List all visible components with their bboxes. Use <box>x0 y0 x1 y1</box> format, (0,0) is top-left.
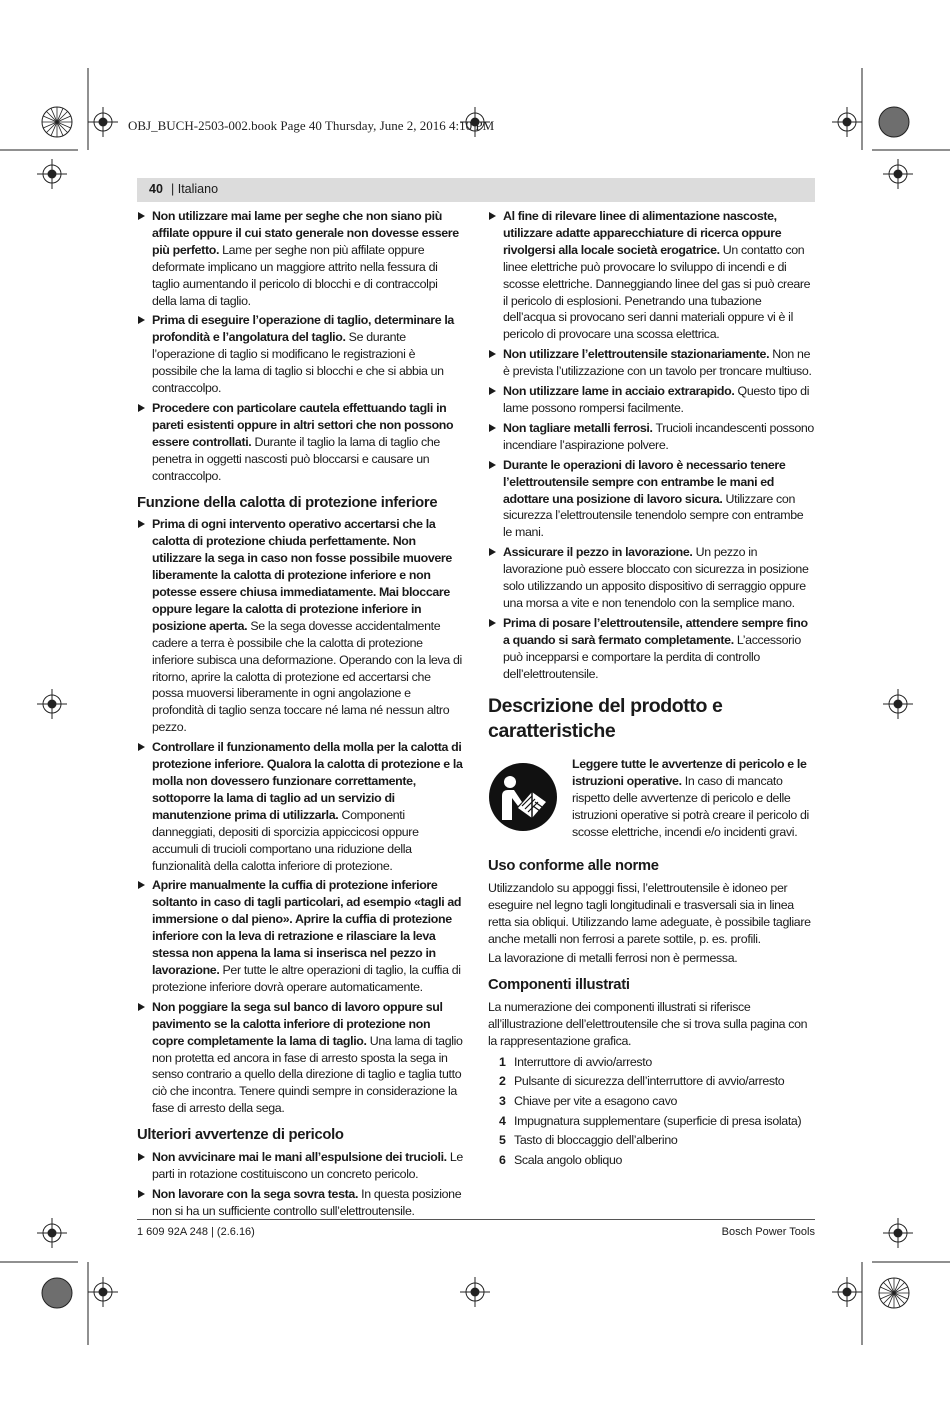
page-number: 40 <box>149 182 163 196</box>
crosshair-mark-right-lower <box>883 1218 913 1248</box>
page-header <box>137 178 815 202</box>
section-heading-lower-guard: Funzione della calotta di protezione inferiore <box>137 494 438 511</box>
section-heading-intended-use: Uso conforme alle norme <box>488 858 659 875</box>
right-column <box>488 208 815 1172</box>
warning-item: Non utilizzare mai lame per seghe che non siano più affilate oppure il cui stato generale non dovesse essere più perfetto. Lame per seghe non più affilate oppure deformate implicano un maggiore attrito nella fessura di taglio aumentando il pericolo di blocchi e di contraccolpi della lama di taglio. <box>137 208 463 309</box>
book-slug-line: OBJ_BUCH-2503-002.book Page 40 Thursday, June 2, 2016 4:10 PM <box>128 118 495 133</box>
section-heading-further-warnings: Ulteriori avvertenze di pericolo <box>137 1127 344 1144</box>
warning-item: Controllare il funzionamento della molla per la calotta di protezione inferiore. Qualora la calotta di protezione e la molla non dovessero funzionare correttamente, sottoporre la lama di taglio ad un servizio di manutenzione prima di utilizzarla. Componenti danneggiati, depositi di sporcizia appiccicosi oppure accumuli di trucioli comportano una riduzione della funzionalità della calotta inferiore di protezione. <box>137 739 463 874</box>
warning-item: Non utilizzare lame in acciaio extrarapido. Questo tipo di lame possono rompersi facilmente. <box>488 383 815 417</box>
crosshair-mark-right-middle <box>883 689 913 719</box>
warning-item: Non utilizzare l’elettroutensile stazionariamente. Non ne è prevista l’utilizzazione con un tavolo per troncare multiuso. <box>488 346 815 380</box>
crosshair-mark-top-left <box>88 107 118 137</box>
crosshair-mark-bottom-right <box>832 1277 862 1307</box>
warning-item: Assicurare il pezzo in lavorazione. Un pezzo in lavorazione può essere bloccato con sicurezza in posizione solo utilizzando un apposito dispositivo di serraggio oppure una morsa a vite e non tenendolo con la semplice mano. <box>488 544 815 612</box>
bullet-arrow-icon <box>489 548 496 556</box>
bullet-arrow-icon <box>138 520 145 528</box>
intended-use-text: Utilizzandolo su appoggi fissi, l’elettroutensile è idoneo per eseguire nel legno tagli longitudinali e trasversali sia in linea retta sia obliqui. Utilizzando lame adeguate, è possibile tagliare anche metalli non ferrosi a parete sottile, p. es. profili. <box>488 881 811 947</box>
bullet-arrow-icon <box>138 1190 145 1198</box>
read-instructions-notice <box>488 756 815 848</box>
footer-document-number: 1 609 92A 248 | (2.6.16) <box>137 1226 255 1238</box>
warning-item: Aprire manualmente la cuffia di protezione inferiore soltanto in caso di tagli particolari, ad esempio «tagli ad immersione o dal pieno». Aprire la cuffia di protezione inferiore con la leva di retrazione e rilasciare la leva stessa non appena la lama si inserisca nel pezzo in lavorazione. Per tutte le altre operazioni di taglio, la cuffia di protezione inferiore dovrà operare automaticamente. <box>137 877 463 995</box>
warning-item: Al fine di rilevare linee di alimentazione nascoste, utilizzare adatte apparecchiature di ricerca oppure rivolgersi alla locale società erogatrice. Un contatto con linee elettriche può provocare lo sviluppo di incendi e di scosse elettriche. Danneggiando linee del gas si può creare il pericolo di esplosioni. Penetrando una tubazione dell’acqua si provocano seri danni materiali oppure vi è il pericolo di provocare una scossa elettrica. <box>488 208 815 343</box>
left-column <box>137 208 463 1223</box>
components-list <box>488 1054 815 1172</box>
bullet-arrow-icon <box>489 387 496 395</box>
warning-item: Prima di posare l’elettroutensile, attendere sempre fino a quando si sarà fermato completamente. L’accessorio può incepparsi e comportare la perdita di controllo dell’elettroutensile. <box>488 615 815 683</box>
warning-item: Prima di ogni intervento operativo accertarsi che la calotta di protezione chiuda perfettamente. Non utilizzare la sega in caso non fosse possibile muovere liberamente la calotta di protezione inferiore e non potesse essere chiusa immediatamente. Mai bloccare oppure legare la calotta di protezione inferiore in posizione aperta. Se la sega dovesse accidentalmente cadere a terra è possibile che la calotta di protezione inferiore subisca una deformazione. Operando con la leva di ritorno, aprire la calotta di protezione ed accertarsi che possa muoversi liberamente in ogni angolazione e profondità di taglio senza toccare né lama né nessun altro pezzo. <box>137 516 463 736</box>
registration-mark-bottom-right <box>874 1273 914 1313</box>
bullet-arrow-icon <box>138 1153 145 1161</box>
registration-mark-bottom-left <box>37 1273 77 1313</box>
bullet-arrow-icon <box>138 743 145 751</box>
section-title-product-description: Descrizione del prodotto e caratteristiche <box>488 695 723 743</box>
registration-mark-top-left <box>37 102 77 142</box>
warning-item: Non lavorare con la sega sovra testa. In questa posizione non si ha un sufficiente controllo sull’elettroutensile. <box>137 1186 463 1220</box>
warning-item: Durante le operazioni di lavoro è necessario tenere l’elettroutensile sempre con entrambe le mani ed adottare una posizione di lavoro sicura. Utilizzare con sicurezza l’elettroutensile tenendolo sempre con entrambe le mani. <box>488 457 815 542</box>
intended-use-restriction: La lavorazione di metalli ferrosi non è permessa. <box>488 951 738 965</box>
list-item: 6 Scala angolo obliquo <box>499 1152 623 1167</box>
list-item: 3 Chiave per vite a esagono cavo <box>499 1093 678 1108</box>
crosshair-mark-bottom-center <box>460 1277 490 1307</box>
crosshair-mark-left-middle <box>37 689 67 719</box>
warning-item: Procedere con particolare cautela effettuando tagli in pareti esistenti oppure in altri settori che non possono essere controllati. Durante il taglio la lama di taglio che penetra in oggetti nascosti può bloccarsi e causare un contraccolpo. <box>137 400 463 485</box>
section-heading-components: Componenti illustrati <box>488 976 630 993</box>
page-language: | Italiano <box>171 182 219 196</box>
list-item: 4 Impugnatura supplementare (superficie di presa isolata) <box>499 1113 802 1128</box>
bullet-arrow-icon <box>138 404 145 412</box>
footer-brand: Bosch Power Tools <box>721 1226 815 1238</box>
bullet-arrow-icon <box>489 350 496 358</box>
warning-item: Prima di eseguire l’operazione di taglio, determinare la profondità e l’angolatura del taglio. Se durante l’operazione di taglio si modificano le registrazioni è possibile che la lama di taglio si blocchi e che si abbia un contraccolpo. <box>137 312 463 397</box>
crosshair-mark-left-lower <box>37 1218 67 1248</box>
warning-item: Non avvicinare mai le mani all’espulsione dei trucioli. Le parti in rotazione costituiscono un concreto pericolo. <box>137 1149 463 1183</box>
crosshair-mark-bottom-left <box>88 1277 118 1307</box>
footer-rule <box>137 1219 815 1220</box>
crosshair-mark-right-upper <box>883 159 913 189</box>
list-item: 1 Interruttore di avvio/arresto <box>499 1054 652 1069</box>
crosshair-mark-left-upper <box>37 159 67 189</box>
list-item: 5 Tasto di bloccaggio dell’alberino <box>499 1133 678 1148</box>
bullet-arrow-icon <box>489 461 496 469</box>
crosshair-mark-top-right <box>832 107 862 137</box>
bullet-arrow-icon <box>138 1003 145 1011</box>
components-intro: La numerazione dei componenti illustrati si riferisce all’illustrazione dell’elettroutensile che si trova sulla pagina con la rappresentazione grafica. <box>488 999 808 1048</box>
list-item: 2 Pulsante di sicurezza dell’interruttore di avvio/arresto <box>499 1074 785 1089</box>
bullet-arrow-icon <box>138 881 145 889</box>
bullet-arrow-icon <box>138 316 145 324</box>
bullet-arrow-icon <box>489 424 496 432</box>
read-instructions-text: Leggere tutte le avvertenze di pericolo e le istruzioni operative. In caso di mancato rispetto delle avvertenze di pericolo e delle istruzioni operative si potrà creare il pericolo di scosse elettriche, incendi e/o incidenti gravi. <box>572 757 809 840</box>
read-manual-icon <box>488 762 558 832</box>
bullet-arrow-icon <box>138 212 145 220</box>
warning-item: Non poggiare la sega sul banco di lavoro oppure sul pavimento se la calotta inferiore di protezione non copre completamente la lama di taglio. Una lama di taglio non protetta ed ancora in fase di arresto sposta la sega in senso contrario a quello della direzione di taglio e taglia tutto ciò che incontra. Tenere quindi sempre in considerazione la fase di arresto della sega. <box>137 999 463 1117</box>
registration-mark-top-right <box>874 102 914 142</box>
bullet-arrow-icon <box>489 619 496 627</box>
warning-item: Non tagliare metalli ferrosi. Trucioli incandescenti possono incendiare l’aspirazione polvere. <box>488 420 815 454</box>
bullet-arrow-icon <box>489 212 496 220</box>
